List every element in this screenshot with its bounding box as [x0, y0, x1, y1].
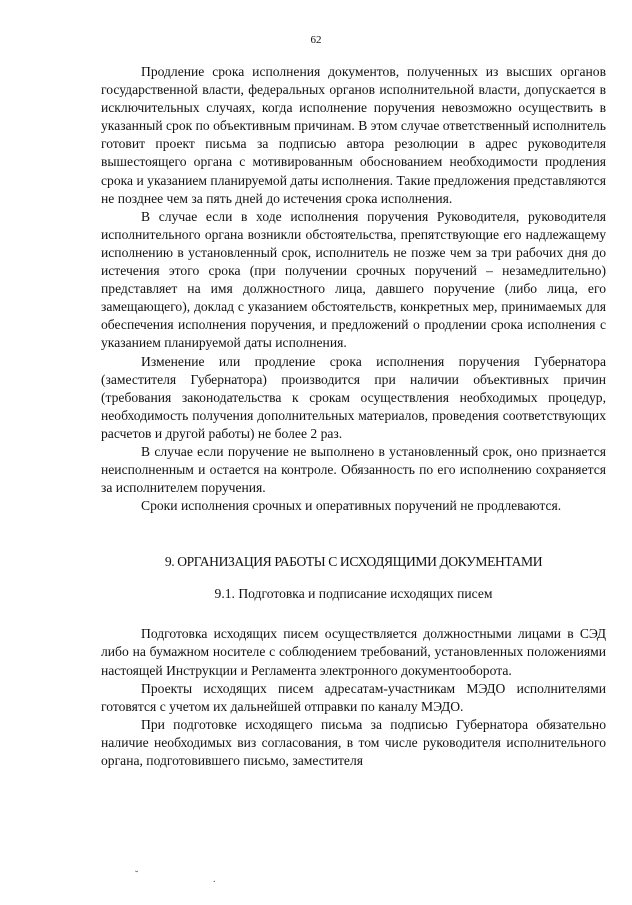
paragraph: При подготовке исходящего письма за подписью Губернатора обязательно наличие необходимых виз согласования, в том числе руководителя исполнительного органа, подготовившего письмо, заместителя [101, 716, 606, 768]
document-page: 62 Продление срока исполнения документов, полученных из высших органов государственной власти, федеральных органов исполнительной власти, допускается в исключительных случаях, когда исполнение поручения невозможно осуществить в указанный срок по объективным причинам. В этом случае ответственный исполнитель готовит проект письма за подписью автора резолюции в адрес руководителя вышестоящего органа с мотивированным обоснованием необходимости продления срока и указанием планируемой даты исполнения. Такие предложения представляются не позднее чем за пять дней до истечения срока исполнения. В случае если в ходе исполнения поручения Руководителя, руководителя исполнительного органа возникли обстоятельства, препятствующие его надлежащему исполнению в установленный срок, исполнитель не позже чем за три рабочих дня до истечения этого срока (при получении срочных поручений – незамедлительно) представляет на имя должностного лица, давшего поручение (либо лица, его замещающего), доклад с указанием обстоятельств, конкретных мер, принимаемых для обеспечения исполнения поручения, и предложений о продлении срока исполнения с указанием планируемой даты исполнения. Изменение или продление срока исполнения поручения Губернатора (заместителя Губернатора) производится при наличии объективных причин (требования законодательства к срокам осуществления необходимых процедур, необходимость получения дополнительных материалов, проведения соответствующих расчетов и другой работы) не более 2 раз. В случае если поручение не выполнено в установленный срок, оно признается неисполненным и остается на контроле. Обязанность по его исполнению сохраняется за исполнителем поручения. Сроки исполнения срочных и оперативных поручений не продлеваются. 9. ОРГАНИЗАЦИЯ РАБОТЫ С ИСХОДЯЩИМИ ДОКУМЕНТАМИ 9.1. Подготовка и подписание исходящих писем Подготовка исходящих писем осуществляется должностными лицами в СЭД либо на бумажном носителе с соблюдением требований, установленных положениями настоящей Инструкции и Регламента электронного документооборота. Проекты исходящих писем адресатам-участникам МЭДО исполнителями готовятся с учетом их дальнейшей отправки по каналу МЭДО. При подготовке исходящего письма за подписью Губернатора обязательно наличие необходимых виз согласования, в том числе руководителя исполнительного органа, подготовившего письмо, заместителя ˘ . [0, 0, 632, 905]
document-body [101, 63, 606, 770]
paragraph: В случае если в ходе исполнения поручения Руководителя, руководителя исполнительного органа возникли обстоятельства, препятствующие его надлежащему исполнению в установленный срок, исполнитель не позже чем за три рабочих дня до истечения этого срока (при получении срочных поручений – незамедлительно) представляет на имя должностного лица, давшего поручение (либо лица, его замещающего), доклад с указанием обстоятельств, конкретных мер, принимаемых для обеспечения исполнения поручения, и предложений о продлении срока исполнения с указанием планируемой даты исполнения. [101, 208, 606, 351]
paragraph: Продление срока исполнения документов, полученных из высших органов государственной власти, федеральных органов исполнительной власти, допускается в исключительных случаях, когда исполнение поручения невозможно осуществить в указанный срок по объективным причинам. В этом случае ответственный исполнитель готовит проект письма за подписью автора резолюции в адрес руководителя вышестоящего органа с мотивированным обоснованием необходимости продления срока и указанием планируемой даты исполнения. Такие предложения представляются не позднее чем за пять дней до истечения срока исполнения. [101, 64, 606, 206]
paragraph: Сроки исполнения срочных и оперативных поручений не продлеваются. [141, 498, 562, 514]
paragraph: Изменение или продление срока исполнения поручения Губернатора (заместителя Губернатора) производится при наличии объективных причин (требования законодательства к срокам осуществления необходимых процедур, необходимость получения дополнительных материалов, проведения соответствующих расчетов и другой работы) не более 2 раз. [101, 353, 606, 441]
paragraph: В случае если поручение не выполнено в установленный срок, оно признается неисполненным и остается на контроле. Обязанность по его исполнению сохраняется за исполнителем поручения. [101, 443, 606, 496]
spacer [101, 603, 606, 625]
section-heading: 9. ОРГАНИЗАЦИЯ РАБОТЫ С ИСХОДЯЩИМИ ДОКУМЕНТАМИ [164, 554, 543, 570]
paragraph: Подготовка исходящих писем осуществляется должностными лицами в СЭД либо на бумажном носителе с соблюдением требований, установленных положениями настоящей Инструкции и Регламента электронного документооборота. [101, 626, 606, 678]
subsection-heading: 9.1. Подготовка и подписание исходящих писем [214, 586, 493, 602]
page-number: 62 [310, 34, 322, 46]
paragraph: Проекты исходящих писем адресатам-участникам МЭДО исполнителями готовятся с учетом их дальнейшей отправки по каналу МЭДО. [101, 680, 606, 714]
